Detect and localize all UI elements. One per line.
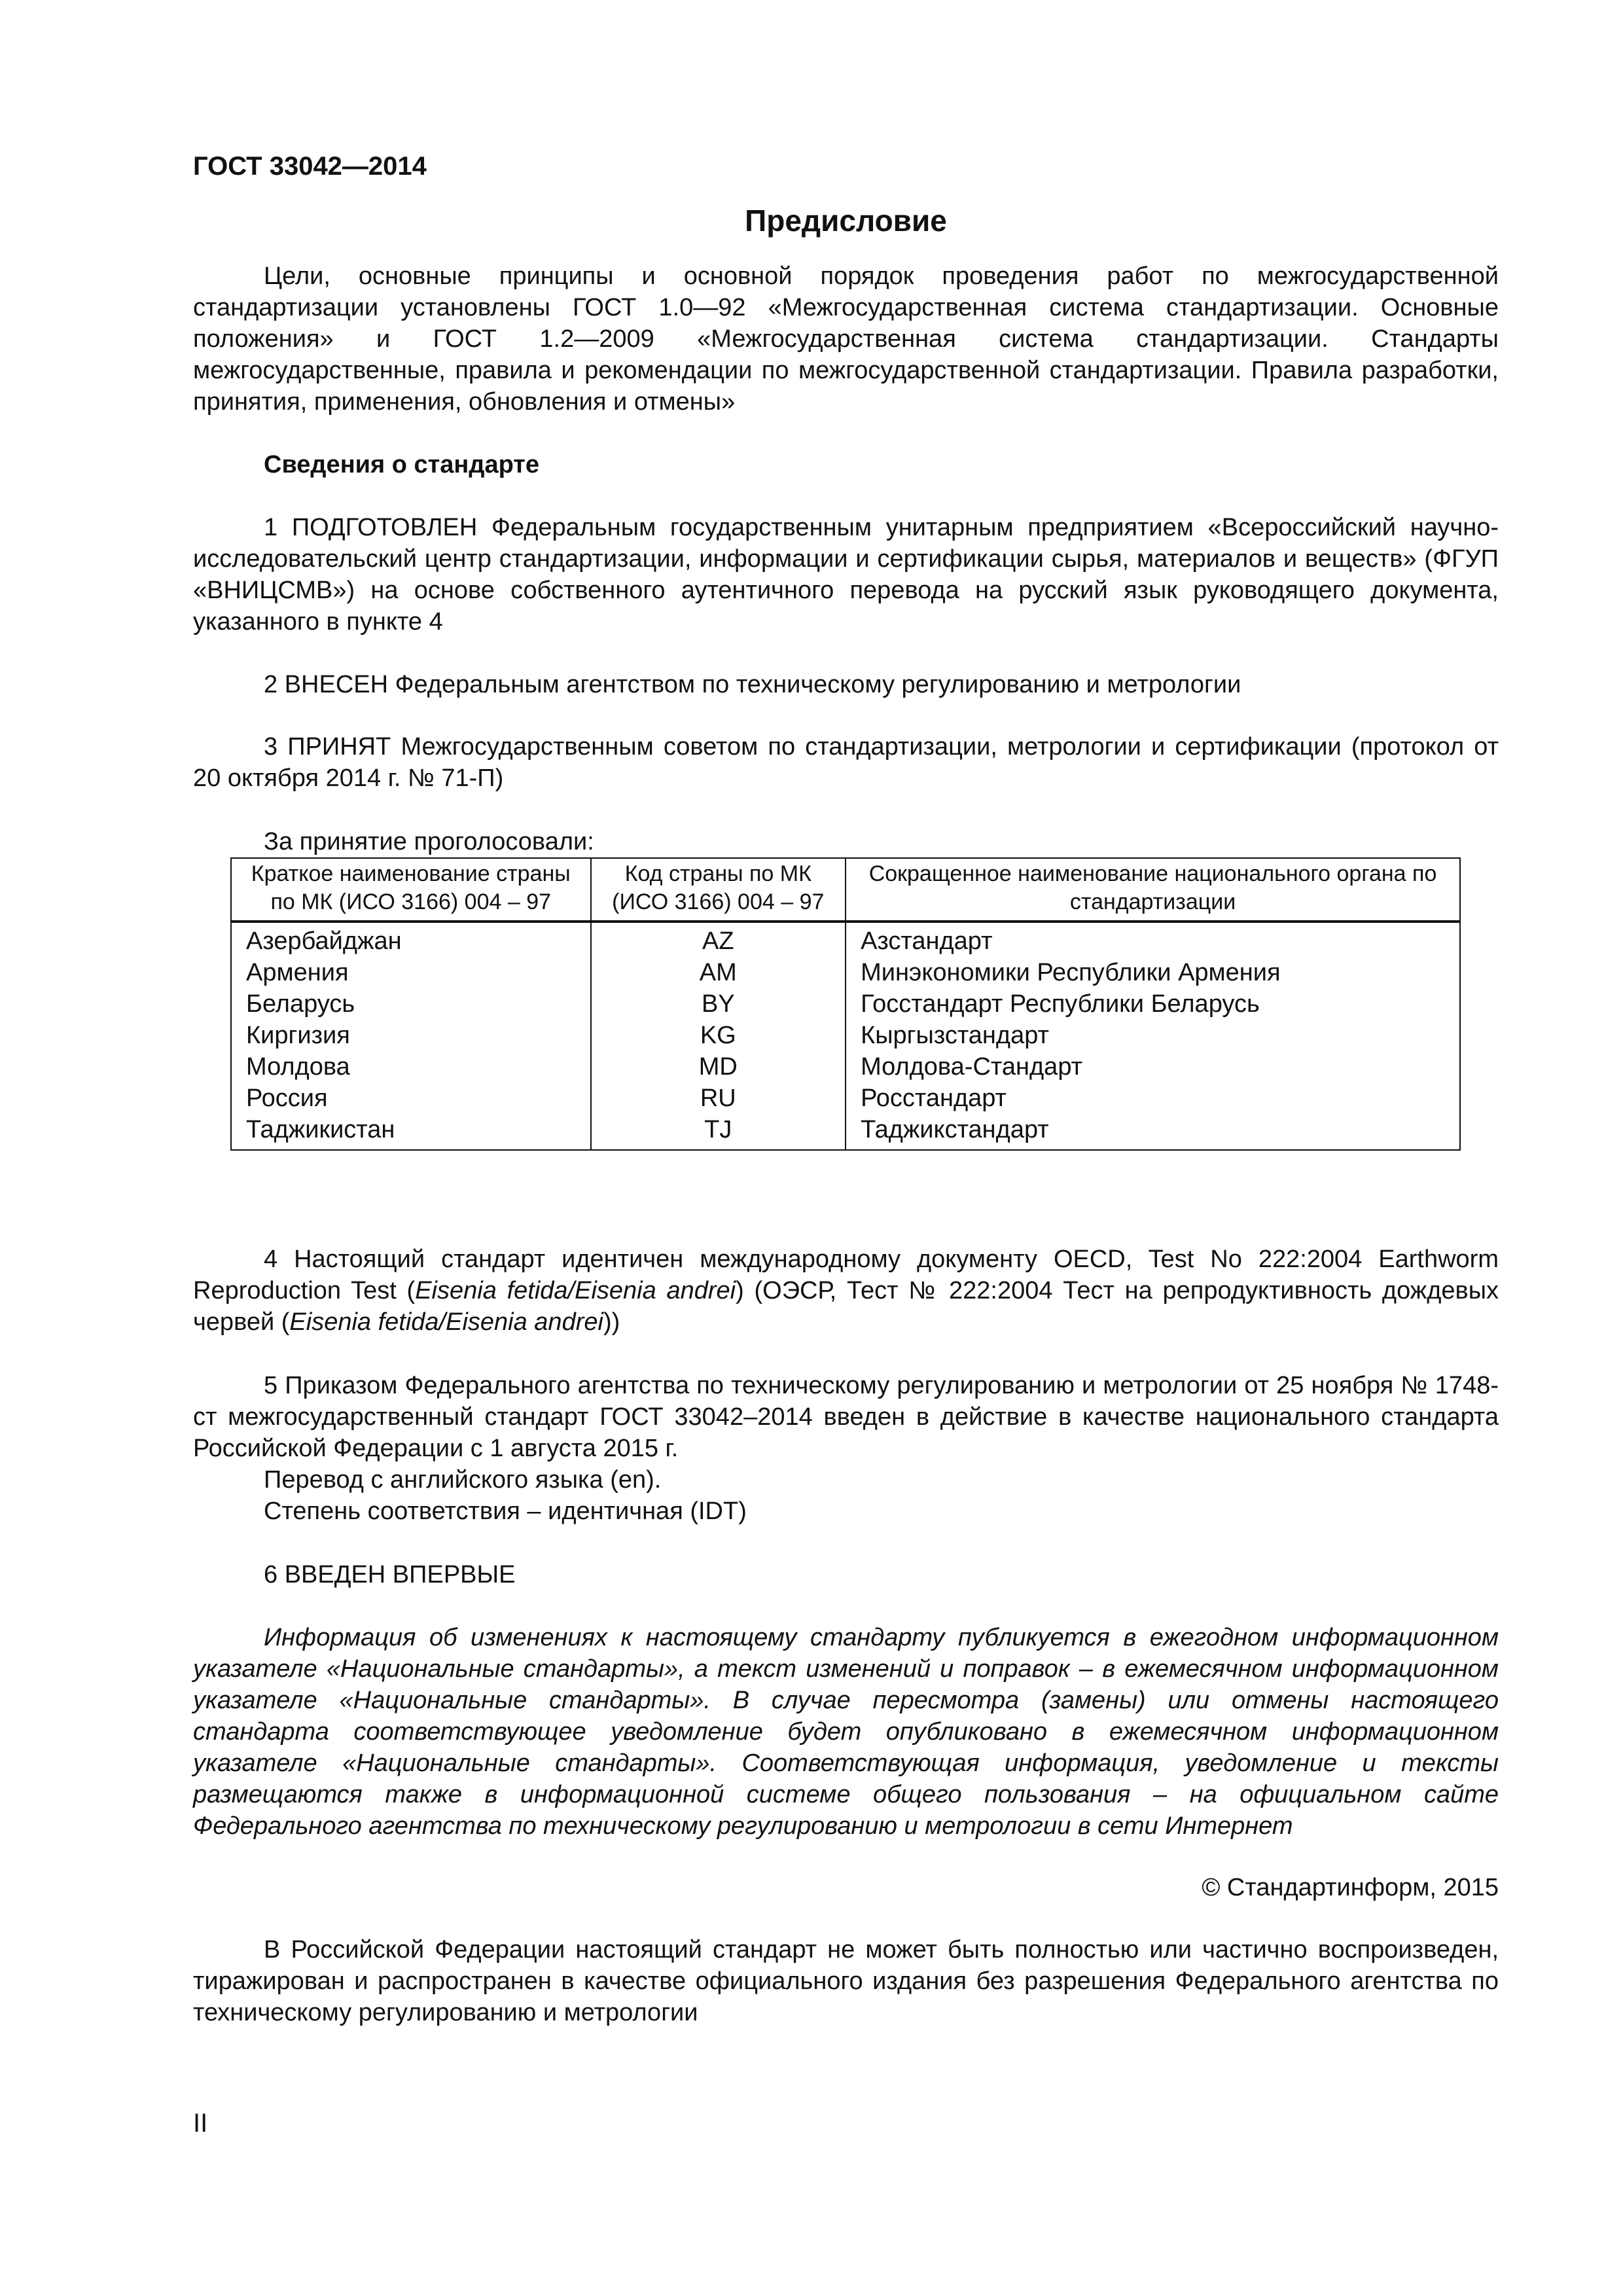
item-2-submitted: 2 ВНЕСЕН Федеральным агентством по техническому регулированию и метрологии: [264, 671, 1241, 698]
item-1-prepared: 1 ПОДГОТОВЛЕН Федеральным государственным унитарным предприятием «Всероссийский научно-исследовательский центр стандартизации, информации и сертификации сырья, материалов и веществ» (ФГУП «ВНИЦСМВ») на основе собственного аутентичного перевода на русский язык руководящего документа, указанного в пункте 4: [193, 514, 1499, 636]
vote-caption: За принятие проголосовали:: [264, 828, 594, 855]
code-cell: AM: [591, 957, 846, 988]
page-title: Предисловие: [745, 204, 947, 238]
table-row: [231, 1083, 1460, 1114]
item-4-text-a: 4 Настоящий стандарт идентичен международному документу OECD, Test No 222:2004 Earthworm Reproduction Test (: [193, 1246, 1499, 1304]
item-6-first-introduced: 6 ВВЕДЕН ВПЕРВЫЕ: [264, 1561, 516, 1588]
copyright: © Стандартинформ, 2015: [1202, 1874, 1499, 1901]
body-cell: Таджикстандарт: [846, 1114, 1460, 1150]
body-cell: Кыргызстандарт: [846, 1020, 1460, 1051]
code-cell: TJ: [591, 1114, 846, 1150]
translation-note: Перевод с английского языка (en).: [264, 1466, 662, 1494]
country-cell: Россия: [231, 1083, 591, 1114]
col-header-country: Краткое наименование страны по МК (ИСО 3166) 004 – 97: [231, 858, 591, 922]
table-row: [231, 922, 1460, 957]
item-4-text-c: ) (ОЭСР, Тест № 222:2004 Тест на репродуктивность дождевых червей (: [193, 1277, 1499, 1336]
table-row: [231, 1114, 1460, 1150]
item-4-text-e: )): [603, 1308, 620, 1336]
country-cell: Беларусь: [231, 988, 591, 1020]
col-header-code: Код страны по МК (ИСО 3166) 004 – 97: [591, 858, 846, 922]
col-header-body: Сокращенное наименование национального органа по стандартизации: [846, 858, 1460, 922]
species-name: Eisenia fetida/Eisenia andrei: [289, 1308, 603, 1336]
table-row: [231, 988, 1460, 1020]
table-header-row: [231, 858, 1460, 922]
item-5-text: 5 Приказом Федерального агентства по техническому регулированию и метрологии от 25 ноября № 1748-ст межгосударственный стандарт ГОСТ 33042–2014 введен в действие в качестве национального стандарта Российской Федерации с 1 августа 2015 г.: [193, 1372, 1499, 1462]
code-cell: AZ: [591, 922, 846, 957]
conformity-degree: Степень соответствия – идентичная (IDT): [264, 1498, 747, 1525]
voting-table: [230, 857, 1461, 1151]
info-heading: Сведения о стандарте: [264, 451, 540, 478]
species-name: Eisenia fetida/Eisenia andrei: [415, 1277, 736, 1304]
code-cell: BY: [591, 988, 846, 1020]
page-number: II: [193, 2109, 208, 2138]
table-row: [231, 1051, 1460, 1083]
country-cell: Азербайджан: [231, 922, 591, 957]
body-cell: Минэкономики Республики Армения: [846, 957, 1460, 988]
code-cell: KG: [591, 1020, 846, 1051]
country-cell: Киргизия: [231, 1020, 591, 1051]
document-designation: ГОСТ 33042—2014: [193, 152, 427, 181]
body-cell: Госстандарт Республики Беларусь: [846, 988, 1460, 1020]
country-cell: Молдова: [231, 1051, 591, 1083]
body-cell: Молдова-Стандарт: [846, 1051, 1460, 1083]
body-cell: Росстандарт: [846, 1083, 1460, 1114]
country-cell: Армения: [231, 957, 591, 988]
item-4-identity: [193, 1244, 1499, 1338]
notice-paragraph: Информация об изменениях к настоящему стандарту публикуется в ежегодном информационном указателе «Национальные стандарты», а текст изменений и поправок – в ежемесячном информационном указателе «Национальные стандарты». В случае пересмотра (замены) или отмены настоящего стандарта соответствующее уведомление будет опубликовано в ежемесячном информационном указателе «Национальные стандарты». Соответствующая информация, уведомление и тексты размещаются также в информационной системе общего пользования – на официальном сайте Федерального агентства по техническому регулированию и метрологии в сети Интернет: [193, 1624, 1499, 1840]
rights-paragraph: В Российской Федерации настоящий стандарт не может быть полностью или частично воспроизведен, тиражирован и распространен в качестве официального издания без разрешения Федерального агентства по техническому регулированию и метрологии: [193, 1936, 1499, 2026]
item-3-adopted: 3 ПРИНЯТ Межгосударственным советом по стандартизации, метрологии и сертификации (протокол от 20 октября 2014 г. № 71-П): [193, 733, 1499, 792]
code-cell: MD: [591, 1051, 846, 1083]
item-5-order: [193, 1370, 1499, 1527]
code-cell: RU: [591, 1083, 846, 1114]
table-row: [231, 957, 1460, 988]
country-cell: Таджикистан: [231, 1114, 591, 1150]
body-cell: Азстандарт: [846, 922, 1460, 957]
intro-paragraph: Цели, основные принципы и основной порядок проведения работ по межгосударственной стандартизации установлены ГОСТ 1.0—92 «Межгосударственная система стандартизации. Основные положения» и ГОСТ 1.2—2009 «Межгосударственная система стандартизации. Стандарты межгосударственные, правила и рекомендации по межгосударственной стандартизации. Правила разработки, принятия, применения, обновления и отмены»: [193, 262, 1499, 416]
table-row: [231, 1020, 1460, 1051]
